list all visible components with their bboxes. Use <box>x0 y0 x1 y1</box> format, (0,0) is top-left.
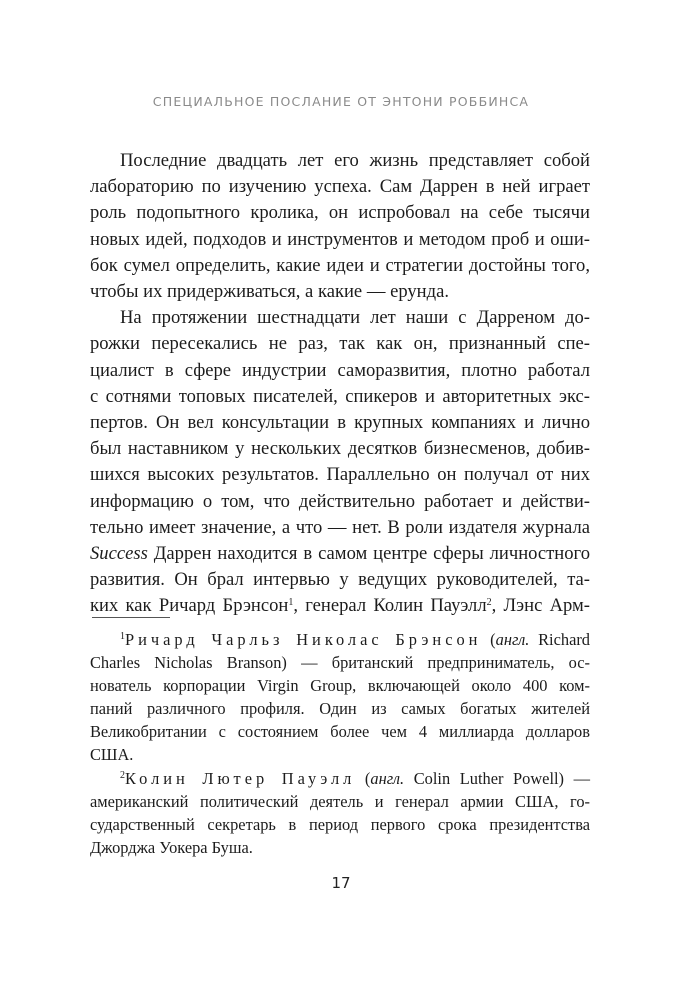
page-number: 17 <box>331 874 351 892</box>
text-line: Великобритании с состоянием более чем 4 миллиарда долларов <box>90 722 590 742</box>
text-line <box>90 767 590 790</box>
text-line: был наставником у нескольких десятков бизнесменов, добив- <box>90 438 590 460</box>
text-line: американский политический деятель и генерал армии США, го- <box>90 791 590 811</box>
footnote-divider <box>92 617 170 618</box>
text-line <box>90 541 590 567</box>
text-line: пертов. Он вел консультации в крупных компаниях и лично <box>90 412 590 434</box>
text-fragment: , генерал Колин Пауэлл <box>293 595 487 617</box>
text-line: циалист в сфере индустрии саморазвития, плотно работал <box>90 359 590 381</box>
text-line: США. <box>90 745 134 765</box>
footnote-2 <box>90 767 590 859</box>
text-line: паний различного профиля. Один из самых богатых жителей <box>90 699 590 719</box>
text-line <box>90 628 590 651</box>
text-line: бок сумел определить, какие идеи и стратегии достойны того, <box>90 254 590 276</box>
text-fragment: Colin Luther Powell) — <box>404 768 590 788</box>
footnote-number: 2 <box>120 769 125 781</box>
running-head: СПЕЦИАЛЬНОЕ ПОСЛАНИЕ ОТ ЭНТОНИ РОББИНСА <box>152 94 530 109</box>
paragraph-1 <box>90 148 590 305</box>
text-line: Последние двадцать лет его жизнь представляет собой <box>120 150 590 171</box>
text-line: На протяжении шестнадцати лет наши с Дарреном до- <box>120 307 590 329</box>
footnotes <box>90 628 590 859</box>
body-text <box>90 148 590 620</box>
footnote-name: Ричард Чарльз Николас Брэнсон <box>125 630 482 649</box>
text-line: роль подопытного кролика, он испробовал на себе тысячи <box>90 202 590 224</box>
text-line: Charles Nicholas Branson) — британский предприниматель, ос- <box>90 653 590 673</box>
text-line: шихся высоких результатов. Параллельно он получал от них <box>90 464 590 486</box>
text-line: развития. Он брал интервью у ведущих руководителей, та- <box>90 569 590 591</box>
text-line: информацию о том, что действительно работает и действи- <box>90 490 590 512</box>
footnote-number: 1 <box>120 631 125 642</box>
footnote-name: Колин Лютер Пауэлл <box>125 768 356 788</box>
text-fragment: ( <box>481 630 496 649</box>
paragraph-2 <box>90 305 590 619</box>
text-line: тельно имеет значение, а что — нет. В роли издателя журнала <box>90 516 590 538</box>
footnote-ref-2[interactable]: 2 <box>486 597 492 609</box>
text-line: сударственный секретарь в период первого срока президентства <box>90 814 590 834</box>
footnote-ref-1[interactable]: 1 <box>288 597 294 609</box>
lang-abbr: англ. <box>370 768 405 788</box>
text-line: чтобы их придерживаться, а какие — ерунда. <box>90 281 449 303</box>
text-fragment: Richard <box>529 630 590 649</box>
text-fragment: ( <box>355 768 371 788</box>
text-line: лабораторию по изучению успеха. Сам Даррен в ней играет <box>90 176 590 198</box>
text-fragment: , Лэнс Арм- <box>491 595 590 617</box>
text-fragment: Даррен находится в самом центре сферы личностного <box>147 543 590 565</box>
text-fragment: ких как Ричард Брэнсон <box>90 595 289 617</box>
text-line: с сотнями топовых писателей, спикеров и авторитетных экс- <box>90 385 590 407</box>
lang-abbr: англ. <box>495 630 530 649</box>
text-line: нователь корпорации Virgin Group, включающей около 400 ком- <box>90 676 590 696</box>
text-line: рожки пересекались не раз, так как он, признанный спе- <box>90 333 590 355</box>
footnote-1 <box>90 628 590 767</box>
magazine-title: Success <box>90 543 148 565</box>
text-line <box>90 593 590 619</box>
text-line: новых идей, подходов и инструментов и методом проб и оши- <box>90 228 590 250</box>
text-line: Джорджа Уокера Буша. <box>90 837 253 857</box>
